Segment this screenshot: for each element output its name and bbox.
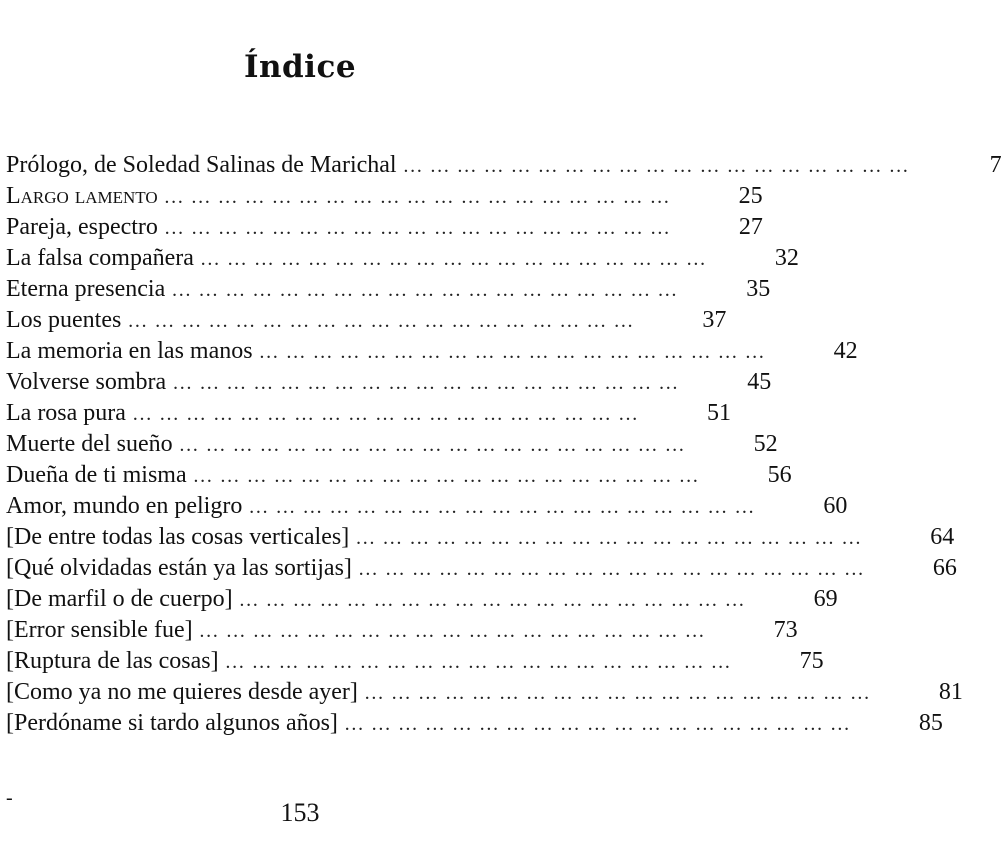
toc-entry-title: La rosa pura <box>6 400 126 426</box>
toc-entry-title: Muerte del sueño <box>6 431 173 457</box>
dot-leader: … … … … … … … … … … … … … … … … … … … <box>238 589 746 611</box>
toc-entry-page: 37 <box>702 307 727 333</box>
toc-entry-page: 73 <box>773 617 798 643</box>
toc-entry <box>6 243 799 274</box>
toc-entry <box>6 336 858 367</box>
toc-entry-page: 35 <box>746 276 771 302</box>
toc-entry-title: Pareja, espectro <box>6 214 158 240</box>
footer-mark: - <box>6 787 13 809</box>
page-number: 153 <box>280 798 320 827</box>
toc-entry-page: 52 <box>753 431 778 457</box>
toc-entry <box>6 367 772 398</box>
toc-entry-title: [Ruptura de las cosas] <box>6 648 219 674</box>
dot-leader: … … … … … … … … … … … … … … … … … … … <box>199 248 707 270</box>
toc-entry-title: [De marfil o de cuerpo] <box>6 586 233 612</box>
dot-leader: … … … … … … … … … … … … … … … … … … … <box>172 372 680 394</box>
dot-leader: … … … … … … … … … … … … … … … … … … … <box>343 713 851 735</box>
page-title: Índice <box>243 48 357 85</box>
dot-leader: … … … … … … … … … … … … … … … … … … … <box>402 155 910 177</box>
toc-entry-page: 32 <box>774 245 799 271</box>
toc-entry <box>6 212 763 243</box>
dot-leader: … … … … … … … … … … … … … … … … … … … <box>248 496 756 518</box>
dot-leader: … … … … … … … … … … … … … … … … … … … <box>192 465 700 487</box>
toc-entry-page: 7 <box>989 152 1002 178</box>
toc-entry <box>6 677 963 708</box>
toc-entry-title: [De entre todas las cosas verticales] <box>6 524 350 550</box>
toc-entry-page: 85 <box>918 710 943 736</box>
dot-leader: … … … … … … … … … … … … … … … … … … … <box>163 217 671 239</box>
toc-entry <box>6 150 1002 181</box>
toc-entry-title: [Qué olvidadas están ya las sortijas] <box>6 555 352 581</box>
toc-entry <box>6 460 792 491</box>
toc-entry <box>6 398 731 429</box>
toc-entry-title: Prólogo, de Soledad Salinas de Marichal <box>6 152 397 178</box>
toc-entry-title: La memoria en las manos <box>6 338 253 364</box>
toc-entry <box>6 305 727 336</box>
toc-entry-page: 75 <box>799 648 824 674</box>
dot-leader: … … … … … … … … … … … … … … … … … … … <box>171 279 679 301</box>
toc-entry-title: Los puentes <box>6 307 122 333</box>
toc-entry <box>6 491 848 522</box>
toc-entry-title: Amor, mundo en peligro <box>6 493 243 519</box>
dot-leader: … … … … … … … … … … … … … … … … … … … <box>357 558 865 580</box>
toc-entry-page: 81 <box>938 679 963 705</box>
toc-entry <box>6 584 838 615</box>
toc-entry-page: 64 <box>930 524 955 550</box>
toc-entry-page: 66 <box>932 555 957 581</box>
toc-entry-title: La falsa compañera <box>6 245 194 271</box>
toc-entry-page: 27 <box>738 214 763 240</box>
toc-entry-title: [Perdóname si tardo algunos años] <box>6 710 338 736</box>
toc-entry-page: 25 <box>738 183 763 209</box>
toc-entry <box>6 615 798 646</box>
toc-entry-title: Dueña de ti misma <box>6 462 187 488</box>
toc-entry-page: 51 <box>706 400 731 426</box>
dot-leader: … … … … … … … … … … … … … … … … … … … <box>131 403 639 425</box>
toc-entry <box>6 429 778 460</box>
toc-entry-page: 60 <box>823 493 848 519</box>
toc-entry-page: 42 <box>833 338 858 364</box>
toc-entry <box>6 646 824 677</box>
dot-leader: … … … … … … … … … … … … … … … … … … … <box>355 527 863 549</box>
table-of-contents <box>6 150 1002 739</box>
toc-entry-title: Eterna presencia <box>6 276 166 302</box>
toc-entry-title: Volverse sombra <box>6 369 167 395</box>
toc-entry <box>6 522 955 553</box>
dot-leader: … … … … … … … … … … … … … … … … … … … <box>363 682 871 704</box>
dot-leader: … … … … … … … … … … … … … … … … … … … <box>198 620 706 642</box>
dot-leader: … … … … … … … … … … … … … … … … … … … <box>127 310 635 332</box>
dot-leader: … … … … … … … … … … … … … … … … … … … <box>178 434 686 456</box>
dot-leader: … … … … … … … … … … … … … … … … … … … <box>224 651 732 673</box>
dot-leader: … … … … … … … … … … … … … … … … … … … <box>258 341 766 363</box>
toc-entry-title: [Como ya no me quieres desde ayer] <box>6 679 358 705</box>
toc-entry <box>6 274 771 305</box>
toc-entry-page: 45 <box>747 369 772 395</box>
toc-entry-page: 56 <box>767 462 792 488</box>
toc-entry-page: 69 <box>813 586 838 612</box>
toc-entry-title: [Error sensible fue] <box>6 617 193 643</box>
toc-entry <box>6 553 957 584</box>
toc-entry-title: Largo lamento <box>6 183 158 209</box>
dot-leader: … … … … … … … … … … … … … … … … … … … <box>163 186 671 208</box>
toc-entry <box>6 181 763 212</box>
toc-entry <box>6 708 943 739</box>
